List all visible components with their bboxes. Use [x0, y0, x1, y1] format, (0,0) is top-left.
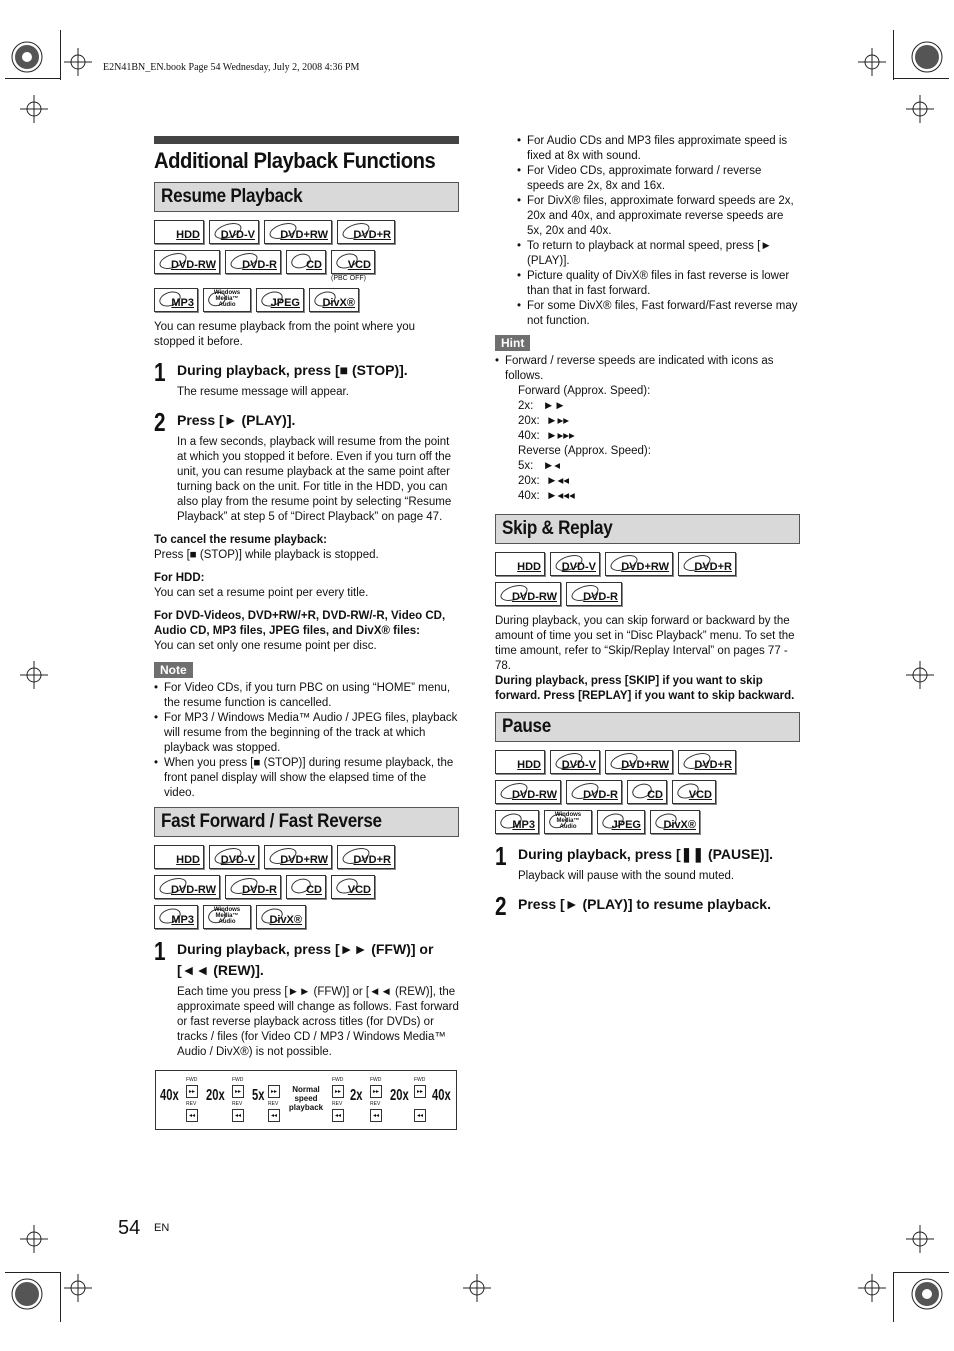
section-heading-pause: Pause	[495, 712, 800, 742]
list-item: • For Audio CDs and MP3 files approximate speed is fixed at 8x with sound.	[517, 134, 800, 164]
ffw-button-icon: ▸▸	[370, 1085, 382, 1098]
registration-mark-icon	[10, 40, 44, 74]
divx-icon: DivX®	[650, 810, 700, 834]
rev-label: REV	[370, 1101, 381, 1107]
fwd-label: FWD	[370, 1077, 382, 1083]
list-item: • For MP3 / Windows Media™ Audio / JPEG files, playback will resume from the beginning of the track at which playback was stopped.	[154, 711, 459, 756]
hint-list	[495, 354, 800, 384]
resume-step-1: 1 During playback, press [■ (STOP)]. The resume message will appear.	[154, 357, 408, 398]
media-icons-pause	[495, 750, 800, 834]
note-list	[154, 681, 459, 801]
hint-fwd-item: 2x: ►►	[518, 400, 566, 412]
hint-fwd-label: Forward (Approx. Speed):	[518, 385, 651, 397]
hdd-icon: HDD	[154, 220, 204, 244]
title-bar	[154, 136, 459, 144]
dvd-plus-rw-icon: DVD+RW	[264, 845, 332, 869]
crosshair-icon	[20, 95, 48, 123]
mp3-icon: MP3	[154, 905, 198, 929]
crop-line	[5, 1272, 60, 1273]
left-column	[154, 136, 459, 1130]
crop-line	[60, 30, 61, 80]
page-title: Additional Playback Functions	[154, 148, 436, 173]
crosshair-icon	[64, 1274, 92, 1302]
page-number: 54	[118, 1217, 141, 1239]
dvd-plus-r-icon: DVD+R	[678, 750, 736, 774]
skip-bold-text: During playback, press [SKIP] if you want to skip forward. Press [REPLAY] if you want to skip backward.	[495, 675, 795, 702]
rev-label: REV	[332, 1101, 343, 1107]
ffwd-step-1: 1 During playback, press [►► (FFW)] or [◄◄ (REW)]. Each time you press [►► (FFW)] or [◄◄ (REW)], the approximate speed will change as follows. Fast forward or fast reverse playback across titles (for DVDs) or tracks / files (for Video CD / MP3 / Windows Media™ Audio / DivX®) is not possible.	[154, 936, 459, 1058]
crop-line	[894, 78, 949, 79]
cd-icon: CD	[627, 780, 667, 804]
vcd-icon: VCD	[672, 780, 716, 804]
skip-text: During playback, you can skip forward or backward by the amount of time you set in “Disc Playback” menu. To set the time amount, refer to “Skip/Replay Interval” on pages 77 - 78.	[495, 615, 795, 672]
hdd-icon: HDD	[495, 750, 545, 774]
cd-icon: CD	[286, 875, 326, 899]
hint-rev-item: 5x: ►◂	[518, 460, 561, 472]
speed-label: 2x	[350, 1087, 363, 1104]
crosshair-icon	[858, 48, 886, 76]
vcd-icon: VCD	[331, 250, 375, 274]
ffw-button-icon: ▸▸	[232, 1085, 244, 1098]
language-label: EN	[154, 1222, 170, 1234]
dvd-plus-rw-icon: DVD+RW	[605, 750, 673, 774]
speed-label: 5x	[252, 1087, 265, 1104]
pbc-off-note: (PBC OFF)	[331, 275, 366, 282]
speed-diagram	[155, 1070, 457, 1130]
cancel-resume: To cancel the resume playback: Press [■ (STOP)] while playback is stopped.	[154, 534, 379, 561]
mp3-icon: MP3	[495, 810, 539, 834]
fwd-label: FWD	[186, 1077, 198, 1083]
dvd-v-icon: DVD-V	[209, 220, 259, 244]
normal-speed-label: Normal speed playback	[288, 1085, 324, 1112]
speed-label: 20x	[206, 1087, 225, 1104]
right-column	[495, 132, 800, 921]
ffw-button-icon: ▸▸	[186, 1085, 198, 1098]
hint-rev-item: 40x: ►◂◂◂	[518, 490, 575, 502]
crosshair-icon	[906, 661, 934, 689]
crosshair-icon	[858, 1274, 886, 1302]
dvd-v-icon: DVD-V	[550, 552, 600, 576]
speed-label: 40x	[160, 1087, 179, 1104]
rew-button-icon: ◂◂	[186, 1109, 198, 1122]
jpeg-icon: JPEG	[256, 288, 304, 312]
pause-step-2: 2 Press [► (PLAY)] to resume playback.	[495, 891, 771, 921]
dvd-plus-r-icon: DVD+R	[337, 845, 395, 869]
dvd-v-icon: DVD-V	[209, 845, 259, 869]
rew-button-icon: ◂◂	[414, 1109, 426, 1122]
list-item: • For DivX® files, approximate forward speeds are 2x, 20x and 40x, and approximate reverse speeds are 5x, 20x and 40x.	[517, 194, 800, 239]
dvd-v-icon: DVD-V	[550, 750, 600, 774]
hint-tag: Hint	[495, 335, 530, 351]
rev-label: REV	[186, 1101, 197, 1107]
registration-mark-icon	[10, 1277, 44, 1311]
for-hdd: For HDD: You can set a resume point per every title.	[154, 572, 369, 599]
crop-line	[5, 78, 60, 79]
crosshair-icon	[463, 1274, 491, 1302]
wma-icon: Windows Media™ Audio	[203, 288, 251, 312]
vcd-icon: VCD	[331, 875, 375, 899]
cd-icon: CD	[286, 250, 326, 274]
dvd-rw-icon: DVD-RW	[495, 780, 561, 804]
hint-rev-item: 20x: ►◂◂	[518, 475, 570, 487]
resume-intro: You can resume playback from the point where you stopped it before.	[154, 321, 416, 348]
hdd-icon: HDD	[495, 552, 545, 576]
crosshair-icon	[906, 1225, 934, 1253]
wma-icon: Windows Media™ Audio	[544, 810, 592, 834]
section-heading-ffwd: Fast Forward / Fast Reverse	[154, 807, 459, 837]
list-item: • For Video CDs, approximate forward / reverse speeds are 2x, 8x and 16x.	[517, 164, 800, 194]
for-dvd: For DVD-Videos, DVD+RW/+R, DVD-RW/-R, Video CD, Audio CD, MP3 files, JPEG files, and DivX® files: You can set only one resume point per disc.	[154, 610, 446, 652]
pause-step-1: 1 During playback, press [❚❚ (PAUSE)]. Playback will pause with the sound muted.	[495, 841, 774, 882]
crop-line	[893, 1272, 894, 1322]
ffw-button-icon: ▸▸	[414, 1085, 426, 1098]
file-header: E2N41BN_EN.book Page 54 Wednesday, July 2, 2008 4:36 PM	[103, 62, 360, 73]
media-icons-resume	[154, 220, 459, 312]
list-item: • Forward / reverse speeds are indicated with icons as follows.	[495, 354, 800, 384]
divx-icon: DivX®	[309, 288, 359, 312]
list-item: • When you press [■ (STOP)] during resume playback, the front panel display will show the elapsed time of the video.	[154, 756, 459, 801]
media-icons-ffwd	[154, 845, 459, 929]
dvd-r-icon: DVD-R	[225, 875, 281, 899]
dvd-rw-icon: DVD-RW	[154, 875, 220, 899]
crosshair-icon	[906, 95, 934, 123]
rew-button-icon: ◂◂	[268, 1109, 280, 1122]
list-item: • For Video CDs, if you turn PBC on using “HOME” menu, the resume function is cancelled.	[154, 681, 459, 711]
rew-button-icon: ◂◂	[332, 1109, 344, 1122]
dvd-r-icon: DVD-R	[225, 250, 281, 274]
jpeg-icon: JPEG	[597, 810, 645, 834]
fwd-label: FWD	[232, 1077, 244, 1083]
mp3-icon: MP3	[154, 288, 198, 312]
fwd-label: FWD	[414, 1077, 426, 1083]
fwd-label: FWD	[332, 1077, 344, 1083]
ffwd-notes	[495, 134, 800, 329]
resume-step-2: 2 Press [► (PLAY)]. In a few seconds, playback will resume from the point at which you stopped it before. Even if you turn off the unit, you can resume playback at the same point after turning back on the unit. For title in the HDD, you can also play from the resume point by selecting “Resume Playback” at step 5 of “Direct Playback” on page 47.	[154, 407, 452, 523]
rev-label: REV	[268, 1101, 279, 1107]
registration-mark-icon	[910, 40, 944, 74]
rew-button-icon: ◂◂	[232, 1109, 244, 1122]
section-heading-skip: Skip & Replay	[495, 514, 800, 544]
dvd-rw-icon: DVD-RW	[495, 582, 561, 606]
rew-button-icon: ◂◂	[370, 1109, 382, 1122]
wma-icon: Windows Media™ Audio	[203, 905, 251, 929]
list-item: • For some DivX® files, Fast forward/Fast reverse may not function.	[517, 299, 800, 329]
dvd-plus-r-icon: DVD+R	[678, 552, 736, 576]
rev-label: REV	[232, 1101, 243, 1107]
dvd-plus-rw-icon: DVD+RW	[264, 220, 332, 244]
dvd-plus-rw-icon: DVD+RW	[605, 552, 673, 576]
hint-fwd-item: 40x: ►▸▸▸	[518, 430, 575, 442]
dvd-r-icon: DVD-R	[566, 582, 622, 606]
list-item: • Picture quality of DivX® files in fast reverse is lower than that in fast forward.	[517, 269, 800, 299]
registration-mark-icon	[910, 1277, 944, 1311]
hint-fwd-item: 20x: ►▸▸	[518, 415, 570, 427]
hdd-icon: HDD	[154, 845, 204, 869]
note-tag: Note	[154, 662, 193, 678]
hint-rev-label: Reverse (Approx. Speed):	[518, 445, 651, 457]
list-item: • To return to playback at normal speed, press [► (PLAY)].	[517, 239, 800, 269]
crosshair-icon	[20, 1225, 48, 1253]
crosshair-icon	[64, 48, 92, 76]
dvd-rw-icon: DVD-RW	[154, 250, 220, 274]
ffw-button-icon: ▸▸	[268, 1085, 280, 1098]
crop-line	[60, 1272, 61, 1322]
divx-icon: DivX®	[256, 905, 306, 929]
speed-label: 40x	[432, 1087, 451, 1104]
media-icons-skip	[495, 552, 800, 606]
dvd-plus-r-icon: DVD+R	[337, 220, 395, 244]
ffw-button-icon: ▸▸	[332, 1085, 344, 1098]
crop-line	[893, 30, 894, 80]
dvd-r-icon: DVD-R	[566, 780, 622, 804]
section-heading-resume: Resume Playback	[154, 182, 459, 212]
crosshair-icon	[20, 661, 48, 689]
speed-label: 20x	[390, 1087, 409, 1104]
crop-line	[894, 1272, 949, 1273]
